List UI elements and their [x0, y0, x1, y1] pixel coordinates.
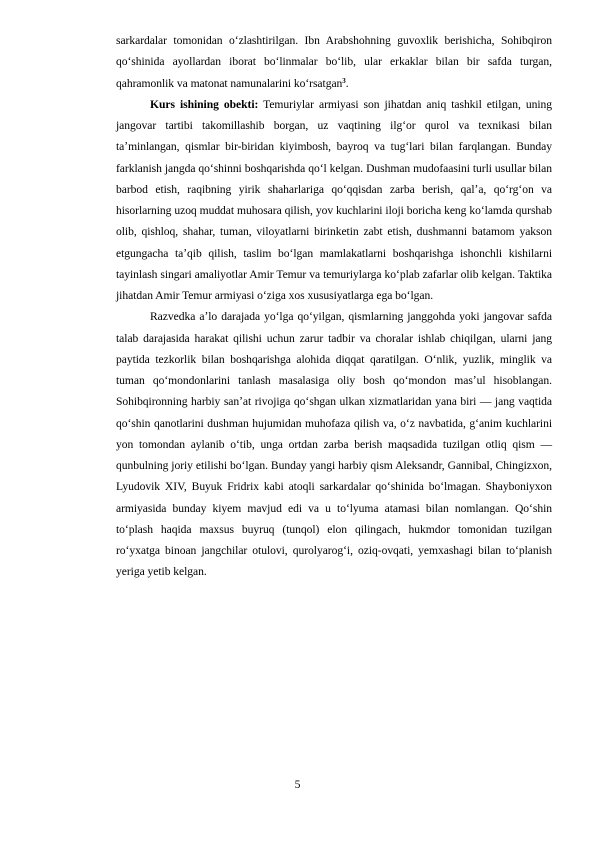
section-text: Temuriylar armiyasi son jihatdan aniq tashkil etilgan, uning jangovar tartibi takomillashib borgan, uz vaqtining ilgʻor qurol va texnikasi bilan taʼminlangan, qismlar bir-biridan kiyimbosh, bayroq va tugʻlari bilan farqlangan. Bunday farklanish jangda qoʻshinni boshqarishda qoʻl kelgan. Dushman mudofaasini turli usullar bilan barbod etish, raqibning yirik shaharlariga qoʻqqisdan zarba berish, qalʼa, qoʻrgʻon va hisorlarning uzoq muddat muhosara qilish, yov kuchlarini iloji boricha keng koʻlamda qurshab olib, qishloq, shahar, tuman, viloyatlarni birinketin zabt etish, dushmanni batamom yakson etgungacha taʼqib qilish, taslim boʻlgan mamlakatlarni boshqarishga ishonchli kishilarni tayinlash singari amaliyotlar Amir Temur va temuriylarga koʻplab zafarlar olib kelgan. Taktika jihatdan Amir Temur armiyasi oʻziga xos xususiyatlarga ega boʻlgan.: [116, 97, 553, 302]
text-block: [116, 30, 552, 583]
page-number: 5: [294, 778, 301, 791]
continuation-paragraph: [116, 30, 552, 94]
continuation-end: .: [345, 76, 349, 90]
reconnaissance-paragraph: Razvedka aʼlo darajada yoʻlga qoʻyilgan, qismlarning janggohda yoki jangovar safda talab darajasida harakat qilishi uchun zarur tadbir va choralar ishlab chiqilgan, ularni jang paytida tezkorlik bilan boshqarishga alohida diqqat qaratilgan. Oʻnlik, yuzlik, minglik va tuman qoʻmondonlarini tanlash masalasiga oliy bosh qoʻmondon masʼul hisoblangan. Sohibqironning harbiy sanʼat rivojiga qoʻshgan ulkan xizmatlaridan yana biri — jang vaqtida qoʻshin qanotlarini dushman hujumidan muhofaza qilish va, oʻz navbatida, gʻanim kuchlarini yon tomondan aylanib oʻtib, unga ortdan zarba berish maqsadida tuzilgan otliq qism — qunbulning joriy etilishi boʻlgan. Bunday yangi harbiy qism Aleksandr, Gannibal, Chingizxon, Lyudovik XIV, Buyuk Fridrix kabi atoqli sarkardalar qoʻshinida boʻlmagan. Shayboniyxon armiyasida bunday kiyem mavjud edi va u toʻlyuma atamasi bilan nomlangan. Qoʻshin toʻplash haqida maxsus buyruq (tunqol) elon qilingach, hukmdor tomonidan tuzilgan roʻyxatga binoan jangchilar otulovi, qurolyarogʻi, oziq-ovqati, yemxashagi bilan toʻplanish yeriga yetib kelgan.: [116, 310, 552, 579]
section-heading: Kurs ishining obekti:: [150, 97, 259, 111]
footnote-reference: 3: [342, 76, 346, 85]
object-paragraph: [116, 94, 552, 307]
continuation-text: sarkardalar tomonidan oʻzlashtirilgan. Ibn Arabshohning guvoxlik berishicha, Sohibqiron qoʻshinida ayollardan iborat boʻlinmalar boʻlib, ular erkaklar bilan bir safda turgan, qahramonlik va matonat namunalarini koʻrsatgan: [116, 34, 552, 90]
page-body: [116, 30, 552, 583]
